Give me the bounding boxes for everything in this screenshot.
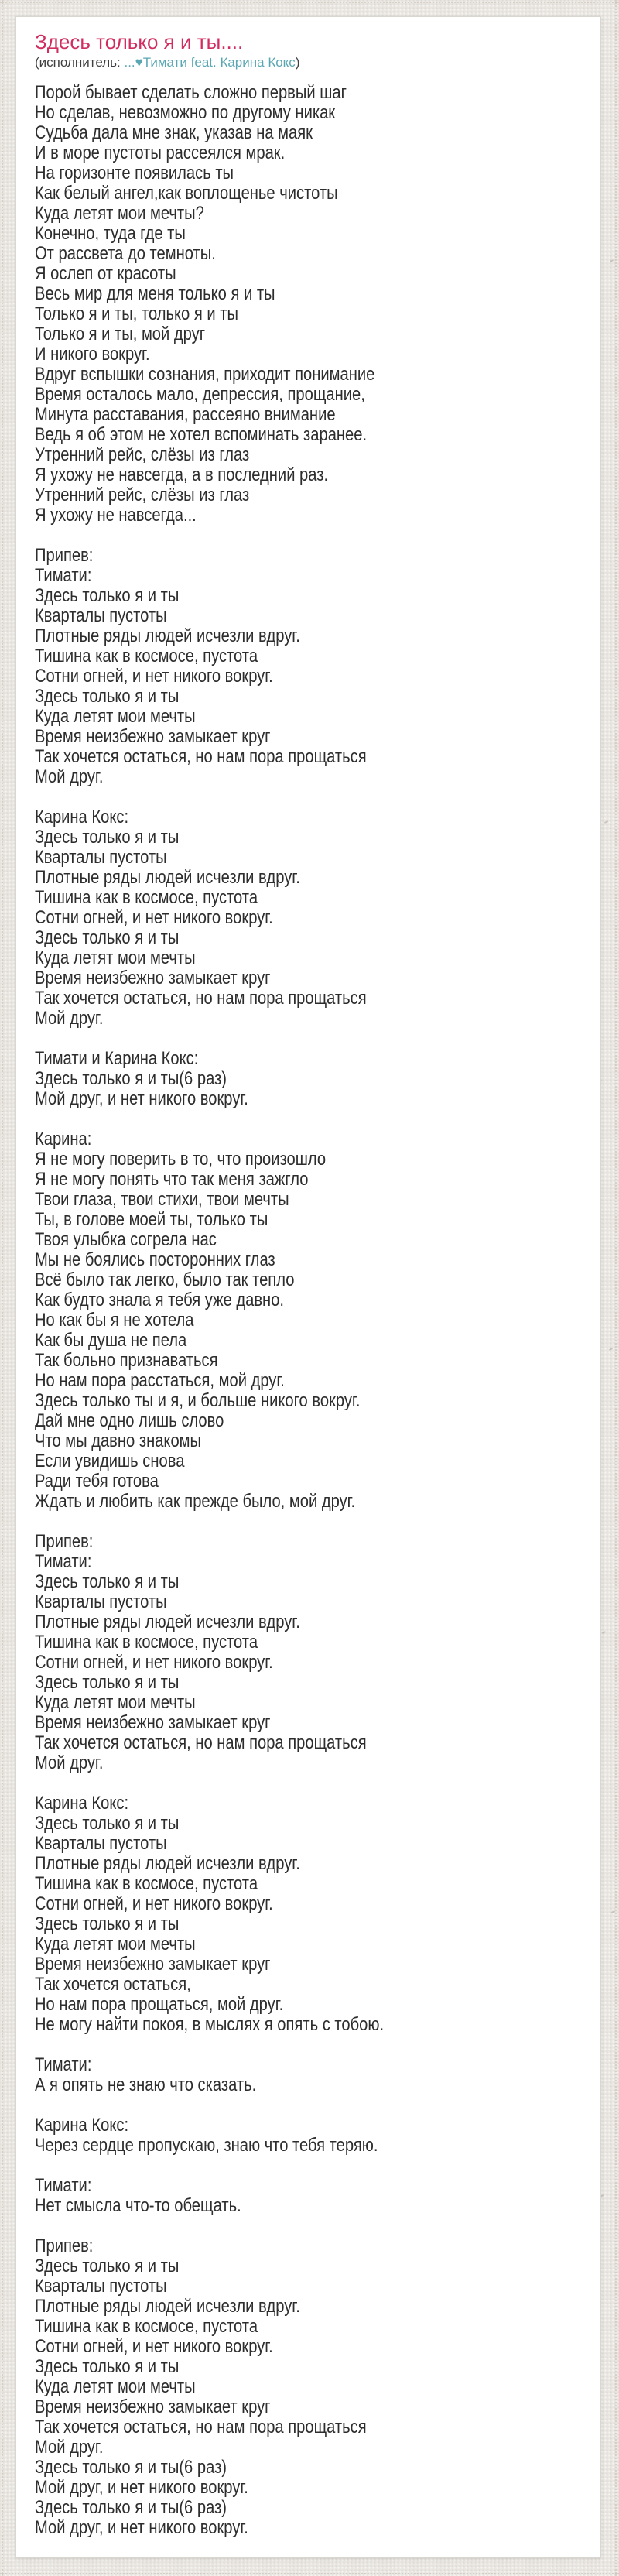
- lyric-line: Тишина как в космосе, пустота: [35, 2316, 258, 2337]
- lyric-line: Плотные ряды людей исчезли вдруг.: [35, 2296, 300, 2317]
- lyric-line: Куда летят мои мечты: [35, 1692, 196, 1713]
- lyric-line: Так хочется остаться, но нам пора прощаться: [35, 2417, 367, 2437]
- lyric-line: Сотни огней, и нет никого вокруг.: [35, 907, 273, 928]
- lyric-line: Тимати и Карина Кокс:: [35, 1048, 199, 1069]
- lyric-line: От рассвета до темноты.: [35, 243, 216, 264]
- lyric-line: Плотные ряды людей исчезли вдруг.: [35, 1853, 300, 1874]
- lyric-line: Но нам пора расстаться, мой друг.: [35, 1370, 285, 1391]
- lyric-line: Здесь только я и ты: [35, 1813, 180, 1834]
- lyric-line: Время неизбежно замыкает круг: [35, 1712, 271, 1733]
- lyric-line: Ты, в голове моей ты, только ты: [35, 1209, 268, 1230]
- page-edge-stitching-top: [0, 2, 619, 3]
- lyric-line: Только я и ты, только я и ты: [35, 303, 238, 324]
- lyric-line: Если увидишь снова: [35, 1451, 185, 1471]
- stanza: [35, 2176, 494, 2216]
- lyric-line: Время неизбежно замыкает круг: [35, 2396, 271, 2417]
- lyric-line: Здесь только я и ты(6 раз): [35, 2497, 227, 2518]
- lyric-line: Как будто знала я тебя уже давно.: [35, 1290, 285, 1310]
- lyric-line: Я не могу поверить в то, что произошло: [35, 1149, 327, 1170]
- lyric-line: Кварталы пустоты: [35, 2276, 167, 2297]
- lyric-line: Куда летят мои мечты?: [35, 203, 204, 224]
- lyric-line: Мой друг, и нет никого вокруг.: [35, 1088, 248, 1109]
- page-edge-stitching-left: [2, 0, 3, 2576]
- lyric-line: Карина Кокс:: [35, 1793, 129, 1814]
- lyrics-text: [35, 83, 494, 2538]
- lyric-line: Ведь я об этом не хотел вспоминать заранее.: [35, 424, 368, 445]
- lyric-line: Время неизбежно замыкает круг: [35, 1954, 271, 1975]
- lyric-line: Сотни огней, и нет никого вокруг.: [35, 1652, 273, 1673]
- lyric-line: Через сердце пропускаю, знаю что тебя теряю.: [35, 2135, 378, 2156]
- lyric-line: Припев:: [35, 2235, 94, 2256]
- lyric-line: Карина:: [35, 1129, 92, 1149]
- lyric-line: Здесь только я и ты: [35, 927, 180, 948]
- lyric-line: Время осталось мало, депрессия, прощание,: [35, 384, 365, 405]
- lyric-line: Мой друг.: [35, 2437, 104, 2458]
- stanza: [35, 2055, 494, 2095]
- lyric-line: Как бы душа не пела: [35, 1330, 187, 1351]
- lyric-line: Тимати:: [35, 565, 92, 586]
- lyric-line: Плотные ряды людей исчезли вдруг.: [35, 1612, 300, 1632]
- lyric-line: Судьба дала мне знак, указав на маяк: [35, 122, 313, 143]
- lyric-line: Я ухожу не навсегда, а в последний раз.: [35, 464, 329, 485]
- lyric-line: Порой бывает сделать сложно первый шаг: [35, 82, 347, 103]
- lyric-line: Весь мир для меня только я и ты: [35, 283, 275, 304]
- lyric-line: Здесь только я и ты: [35, 1571, 180, 1592]
- page-edge-stitching-bottom: [0, 2573, 619, 2574]
- lyric-line: Нет смысла что-то обещать.: [35, 2195, 241, 2216]
- stanza: [35, 2236, 494, 2538]
- stanza: [35, 2115, 494, 2156]
- texture-speck: [609, 1348, 613, 1351]
- lyric-line: Кварталы пустоты: [35, 1833, 167, 1854]
- lyric-line: Мой друг, и нет никого вокруг.: [35, 2477, 248, 2498]
- lyric-line: Ради тебя готова: [35, 1471, 159, 1492]
- texture-speck: [604, 820, 608, 824]
- stanza: [35, 1129, 494, 1512]
- texture-speck: [602, 1631, 606, 1634]
- lyric-line: Я ослеп от красоты: [35, 263, 176, 284]
- lyric-line: Карина Кокс:: [35, 2115, 129, 2136]
- lyric-line: Дай мне одно лишь слово: [35, 1410, 224, 1431]
- lyric-line: Так хочется остаться,: [35, 1974, 191, 1995]
- lyric-line: Тишина как в космосе, пустота: [35, 1632, 258, 1653]
- lyric-line: Что мы давно знакомы: [35, 1430, 202, 1451]
- lyric-line: Как белый ангел,как воплощенье чистоты: [35, 183, 338, 204]
- lyric-line: Мой друг.: [35, 766, 104, 787]
- lyric-line: Куда летят мои мечты: [35, 947, 196, 968]
- lyric-line: Тишина как в космосе, пустота: [35, 646, 258, 666]
- lyric-line: Здесь только я и ты: [35, 2356, 180, 2377]
- artist-link[interactable]: ...♥Тимати feat. Карина Кокс: [124, 55, 296, 70]
- lyric-line: Здесь только ты и я, и больше никого вокруг.: [35, 1390, 361, 1411]
- lyric-line: На горизонте появилась ты: [35, 163, 234, 183]
- lyric-line: Конечно, туда где ты: [35, 223, 186, 244]
- lyric-line: Так больно признаваться: [35, 1350, 218, 1371]
- lyric-line: Тимати:: [35, 2175, 92, 2196]
- page-edge-stitching-right: [615, 0, 617, 2576]
- lyric-line: Здесь только я и ты: [35, 686, 180, 707]
- lyric-line: Плотные ряды людей исчезли вдруг.: [35, 625, 300, 646]
- lyric-line: Тишина как в космосе, пустота: [35, 887, 258, 908]
- lyric-line: Мы не боялись посторонних глаз: [35, 1249, 275, 1270]
- lyric-line: Здесь только я и ты: [35, 2256, 180, 2276]
- stanza: [35, 83, 494, 526]
- lyric-line: Мой друг.: [35, 1008, 104, 1029]
- lyric-line: Время неизбежно замыкает круг: [35, 968, 271, 988]
- lyric-line: Сотни огней, и нет никого вокруг.: [35, 1893, 273, 1914]
- lyric-line: Всё было так легко, было так тепло: [35, 1269, 295, 1290]
- lyric-line: Тишина как в космосе, пустота: [35, 1873, 258, 1894]
- lyric-line: Я ухожу не навсегда...: [35, 505, 197, 526]
- lyric-line: Так хочется остаться, но нам пора прощаться: [35, 1732, 367, 1753]
- page-title: Здесь только я и ты....: [35, 30, 244, 53]
- lyric-line: Минута расставания, рассеяно внимание: [35, 404, 336, 425]
- texture-speck: [610, 259, 614, 262]
- lyric-line: Сотни огней, и нет никого вокруг.: [35, 2336, 273, 2357]
- lyric-line: И в море пустоты рассеялся мрак.: [35, 142, 286, 163]
- lyric-line: Так хочется остаться, но нам пора прощаться: [35, 988, 367, 1009]
- lyric-line: Здесь только я и ты(6 раз): [35, 2457, 227, 2478]
- lyric-line: Здесь только я и ты: [35, 827, 180, 848]
- lyric-line: Кварталы пустоты: [35, 605, 167, 626]
- lyric-line: А я опять не знаю что сказать.: [35, 2074, 257, 2095]
- lyric-line: Но нам пора прощаться, мой друг.: [35, 1994, 284, 2015]
- artist-line: [35, 54, 582, 70]
- lyric-line: Тимати:: [35, 2054, 92, 2075]
- lyric-line: Куда летят мои мечты: [35, 706, 196, 727]
- artist-suffix: ): [295, 55, 300, 70]
- stanza: [35, 546, 494, 787]
- lyric-line: Утренний рейс, слёзы из глаз: [35, 485, 250, 505]
- lyric-line: Припев:: [35, 1531, 94, 1552]
- lyric-line: Только я и ты, мой друг: [35, 324, 206, 344]
- lyric-line: Время неизбежно замыкает круг: [35, 726, 271, 747]
- lyric-line: Сотни огней, и нет никого вокруг.: [35, 666, 273, 687]
- lyrics-card: [15, 16, 601, 2558]
- stanza: [35, 1049, 494, 1109]
- lyric-line: Припев:: [35, 545, 94, 566]
- lyric-line: Тимати:: [35, 1551, 92, 1572]
- lyric-line: Мой друг.: [35, 1752, 104, 1773]
- lyric-line: Куда летят мои мечты: [35, 1934, 196, 1954]
- stanza: [35, 1532, 494, 1773]
- lyric-line: Твои глаза, твои стихи, твои мечты: [35, 1189, 289, 1210]
- lyric-line: Кварталы пустоты: [35, 1591, 167, 1612]
- lyric-line: Так хочется остаться, но нам пора прощаться: [35, 746, 367, 767]
- lyric-line: Здесь только я и ты: [35, 1913, 180, 1934]
- stanza: [35, 807, 494, 1029]
- lyric-line: Куда летят мои мечты: [35, 2376, 196, 2397]
- lyric-line: Но сделав, невозможно по другому никак: [35, 102, 336, 123]
- lyric-line: Здесь только я и ты: [35, 1672, 180, 1693]
- lyric-line: Плотные ряды людей исчезли вдруг.: [35, 867, 300, 888]
- lyric-line: Здесь только я и ты: [35, 585, 180, 606]
- lyric-line: Мой друг, и нет никого вокруг.: [35, 2517, 248, 2538]
- lyric-line: Карина Кокс:: [35, 807, 129, 827]
- lyric-line: Ждать и любить как прежде было, мой друг.: [35, 1491, 356, 1512]
- lyric-line: Я не могу понять что так меня зажгло: [35, 1169, 309, 1190]
- lyric-line: Вдруг вспышки сознания, приходит понимание: [35, 364, 375, 385]
- lyric-line: Твоя улыбка согрела нас: [35, 1229, 217, 1250]
- stanza: [35, 1793, 494, 2035]
- lyric-line: Утренний рейс, слёзы из глаз: [35, 444, 250, 465]
- lyric-line: Но как бы я не хотела: [35, 1310, 194, 1331]
- lyric-line: Здесь только я и ты(6 раз): [35, 1068, 227, 1089]
- lyric-line: Не могу найти покоя, в мыслях я опять с тобою.: [35, 2014, 385, 2035]
- artist-label: (исполнитель:: [35, 55, 125, 70]
- lyric-line: Кварталы пустоты: [35, 847, 167, 868]
- lyric-line: И никого вокруг.: [35, 344, 150, 365]
